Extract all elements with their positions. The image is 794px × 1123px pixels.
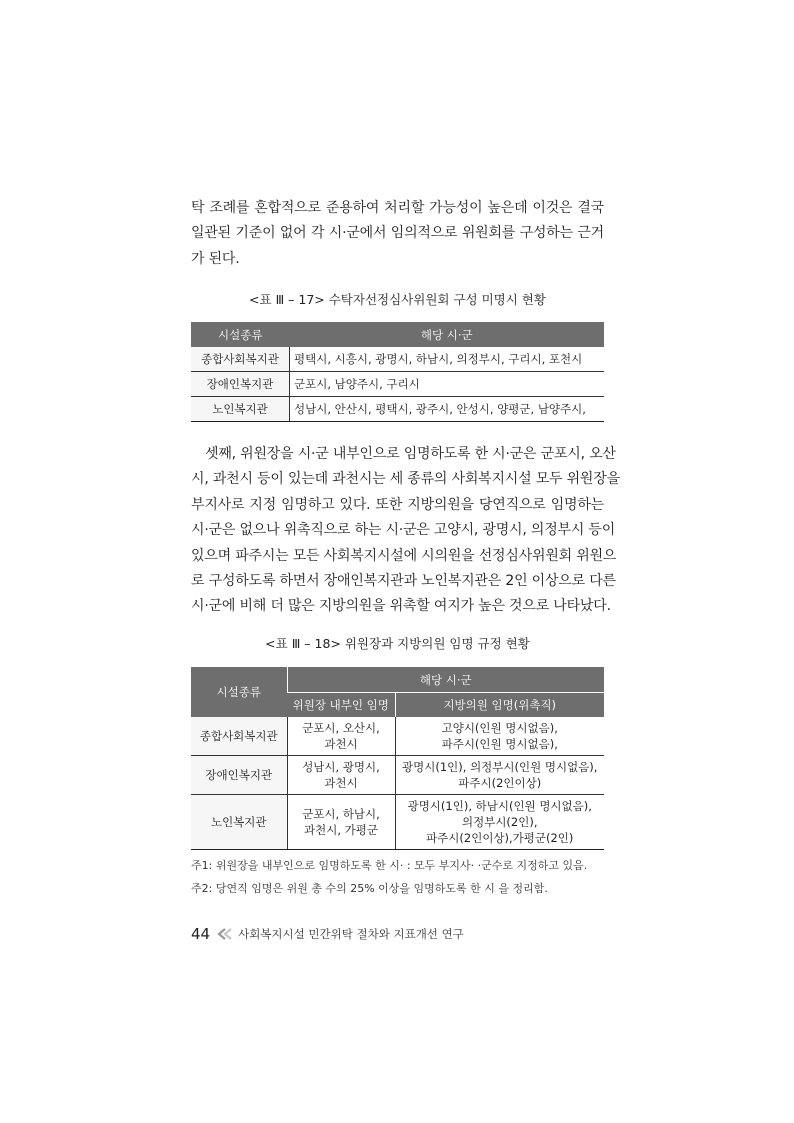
- page-number: 44: [191, 925, 211, 943]
- row-council: [395, 795, 604, 850]
- footnote-2: 주2: 당연직 임명은 위원 총 수의 25% 이상을 임명하도록 한 시 을 정리함.: [191, 882, 548, 895]
- footer-title: 사회복지시설 민간위탁 절차와 지표개선 연구: [238, 927, 464, 941]
- row-category: 종합사회복지관: [191, 717, 287, 756]
- text-line: 부지사로 지정 임명하고 있다. 또한 지방의원을 당연직으로 임명하는: [191, 496, 604, 513]
- header-cities: 해당 시·군: [287, 667, 604, 693]
- table-row: [191, 372, 604, 397]
- table-row: [191, 756, 604, 795]
- table-row: [191, 347, 604, 372]
- cell-line: 군포시, 하남시,: [302, 807, 380, 821]
- header-chair-internal: 위원장 내부인 임명: [287, 693, 395, 718]
- row-category: 노인복지관: [191, 397, 290, 422]
- row-council: [395, 756, 604, 795]
- cell-line: 과천시: [324, 776, 358, 790]
- header-council-member: 지방의원 임명(위촉직): [395, 693, 604, 718]
- table-row: [191, 397, 604, 422]
- paragraph-third-point: [191, 442, 620, 620]
- table-header-row: [191, 667, 604, 693]
- cell-line: 군포시, 오산시,: [302, 721, 380, 735]
- cell-line: 과천시: [324, 737, 358, 751]
- text-line: 시, 과천시 등이 있는데 과천시는 세 종류의 사회복지시설 모두 위원장을: [191, 471, 620, 488]
- row-category: 노인복지관: [191, 795, 287, 850]
- text-line: 일관된 기준이 없어 각 시·군에서 임의적으로 위원회를 구성하는 근거: [191, 225, 604, 242]
- text-line: 셋째, 위원장을 시·군 내부인으로 임명하도록 한 시·군은 군포시, 오산: [205, 446, 616, 462]
- row-chair: [287, 717, 395, 756]
- table-row: [191, 717, 604, 756]
- row-category: 종합사회복지관: [191, 347, 290, 372]
- cell-line: 광명시(1인), 하남시(인원 명시없음),: [407, 799, 592, 813]
- double-chevron-left-icon: [216, 928, 234, 940]
- table2-caption: <표 Ⅲ – 18> 위원장과 지방의원 임명 규정 현황: [265, 636, 530, 651]
- cell-line: 의정부시(2인),: [462, 815, 538, 829]
- paragraph-intro: [191, 196, 604, 272]
- footnote-1: 주1: 위원장을 내부인으로 임명하도록 한 시· : 모두 부지사· ·군수로 지정하고 있음.: [191, 859, 588, 872]
- text-line: 가 된다.: [191, 250, 240, 267]
- row-chair: [287, 756, 395, 795]
- table-committee-unspecified: [191, 322, 604, 422]
- text-line: 시·군에 비해 더 많은 지방의원을 위촉할 여지가 높은 것으로 나타났다.: [191, 598, 611, 615]
- header-cities: 해당 시·군: [290, 322, 605, 347]
- text-line: 탁 조례를 혼합적으로 준용하여 처리할 가능성이 높은데 이것은 결국: [191, 200, 604, 216]
- cell-line: 파주시(인원 명시없음),: [441, 737, 558, 751]
- cell-line: 파주시(2인이상),가평군(2인): [426, 831, 574, 845]
- row-value: 성남시, 안산시, 평택시, 광주시, 안성시, 양평군, 남양주시,: [290, 397, 605, 422]
- cell-line: 과천시, 가평군: [304, 823, 378, 837]
- table1-caption: <표 Ⅲ – 17> 수탁자선정심사위원회 구성 미명시 현황: [249, 292, 546, 307]
- row-council: [395, 717, 604, 756]
- text-line: 로 구성하도록 하면서 장애인복지관과 노인복지관은 2인 이상으로 다른: [191, 573, 616, 590]
- table-row: [191, 795, 604, 850]
- page-footer: [191, 925, 464, 943]
- cell-line: 파주시(2인이상): [458, 776, 542, 790]
- cell-line: 성남시, 광명시,: [302, 760, 380, 774]
- row-category: 장애인복지관: [191, 372, 290, 397]
- row-chair: [287, 795, 395, 850]
- table-chair-council-appointment: [191, 667, 604, 850]
- row-value: 평택시, 시흥시, 광명시, 하남시, 의정부시, 구리시, 포천시: [290, 347, 605, 372]
- text-line: 시·군은 없으나 위촉직으로 하는 시·군은 고양시, 광명시, 의정부시 등이: [191, 522, 616, 539]
- cell-line: 고양시(인원 명시없음),: [441, 721, 558, 735]
- row-value: 군포시, 남양주시, 구리시: [290, 372, 605, 397]
- row-category: 장애인복지관: [191, 756, 287, 795]
- header-facility-type: 시설종류: [191, 667, 287, 717]
- header-facility-type: 시설종류: [191, 322, 290, 347]
- text-line: 있으며 파주시는 모든 사회복지시설에 시의원을 선정심사위원회 위원으: [191, 547, 617, 564]
- cell-line: 광명시(1인), 의정부시(인원 명시없음),: [402, 760, 598, 774]
- table-header-row: [191, 322, 604, 347]
